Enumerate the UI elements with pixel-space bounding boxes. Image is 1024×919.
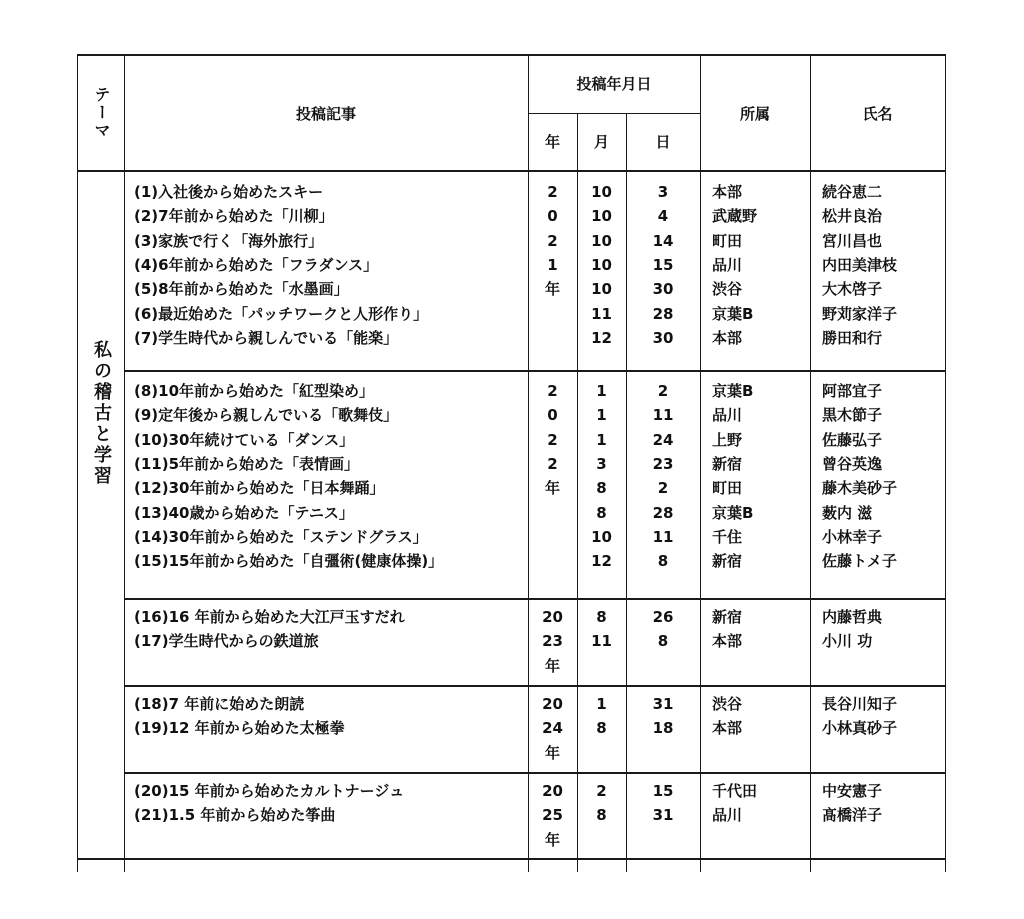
row-affiliation: 千住 <box>712 527 743 546</box>
row-name: 野苅家洋子 <box>822 304 898 323</box>
row-affiliation: 上野 <box>712 430 743 449</box>
row-month: 1 <box>596 406 607 425</box>
row-article: (4)6年前から始めた「フラダンス」 <box>134 255 379 274</box>
row-article: (13)40歳から始めた「テニス」 <box>134 503 354 522</box>
year-digit: 年 <box>544 743 560 762</box>
row-article: (5)8年前から始めた「水墨画」 <box>134 280 349 299</box>
header-affiliation: 所属 <box>739 105 770 123</box>
row-month: 12 <box>591 328 612 347</box>
row-article: (15)15年前から始めた「自彊術(健康体操)」 <box>134 552 444 571</box>
row-day: 18 <box>652 719 674 738</box>
row-day: 28 <box>652 503 674 522</box>
year-digit: 2 <box>547 231 558 250</box>
row-article: (14)30年前から始めた「ステンドグラス」 <box>134 527 428 546</box>
row-article: (3)家族で行く「海外旅行」 <box>134 231 324 250</box>
row-affiliation: 品川 <box>712 406 743 425</box>
row-day: 14 <box>652 231 674 250</box>
group3-bottom-border <box>124 685 946 687</box>
year-digit: 20 <box>542 608 563 626</box>
row-affiliation: 京葉B <box>712 382 754 400</box>
row-day: 28 <box>652 304 674 323</box>
row-month: 1 <box>596 695 607 713</box>
row-month: 10 <box>591 280 612 299</box>
year-digit: 24 <box>542 719 563 738</box>
row-name: 内田美津枝 <box>822 255 898 274</box>
row-month: 10 <box>591 231 612 250</box>
row-article: (2)7年前から始めた「川柳」 <box>134 207 334 226</box>
header-article: 投稿記事 <box>295 105 356 123</box>
row-name: 続谷恵二 <box>822 183 883 201</box>
row-name: 曾谷英逸 <box>822 454 883 473</box>
row-article: (21)1.5 年前から始めた筝曲 <box>134 806 336 825</box>
year-digit: 2 <box>547 382 558 400</box>
row-day: 8 <box>657 632 669 651</box>
row-article: (8)10年前から始めた「紅型染め」 <box>134 382 375 400</box>
row-affiliation: 町田 <box>712 231 743 250</box>
row-affiliation: 武蔵野 <box>712 207 758 226</box>
row-name: 小林幸子 <box>822 527 883 546</box>
row-name: 佐藤トメ子 <box>822 552 897 571</box>
row-month: 11 <box>591 304 612 323</box>
group5-bottom-border <box>77 858 946 860</box>
year-digit: 2 <box>547 430 558 449</box>
row-month: 10 <box>591 207 612 226</box>
row-day: 2 <box>657 479 669 498</box>
row-name: 藤木美砂子 <box>822 479 898 498</box>
table-right-border <box>945 54 946 872</box>
row-month: 10 <box>591 527 612 546</box>
row-name: 中安憲子 <box>822 782 883 800</box>
row-month: 11 <box>591 632 612 651</box>
row-month: 8 <box>596 806 607 825</box>
row-day: 24 <box>652 430 674 449</box>
year-digit: 2 <box>547 183 558 201</box>
row-affiliation: 本部 <box>712 183 743 201</box>
row-month: 1 <box>596 430 607 449</box>
row-month: 8 <box>596 719 607 738</box>
header-bottom-border <box>77 170 946 172</box>
year-digit: 0 <box>547 406 558 425</box>
row-month: 10 <box>591 255 612 274</box>
year-digit: 20 <box>542 782 563 800</box>
row-name: 佐藤弘子 <box>822 430 883 449</box>
row-article: (7)学生時代から親しんでいる「能楽」 <box>134 328 399 347</box>
row-day: 11 <box>652 406 674 425</box>
row-article: (1)入社後から始めたスキー <box>134 183 324 201</box>
row-name: 小林真砂子 <box>822 719 898 738</box>
subheader-line <box>528 113 700 114</box>
row-name: 薮内 滋 <box>822 503 873 522</box>
header-year: 年 <box>544 133 560 151</box>
row-month: 10 <box>591 183 612 201</box>
year-digit: 20 <box>542 695 563 713</box>
row-day: 30 <box>652 328 674 347</box>
row-day: 4 <box>657 207 669 226</box>
group4-bottom-border <box>124 772 946 774</box>
header-month: 月 <box>593 133 609 151</box>
row-month: 1 <box>596 382 607 400</box>
row-affiliation: 品川 <box>712 806 743 825</box>
row-name: 黒木節子 <box>822 406 883 425</box>
table-left-border <box>77 54 78 872</box>
header-day: 日 <box>655 133 671 151</box>
row-affiliation: 千代田 <box>712 782 758 800</box>
header-posted-date: 投稿年月日 <box>576 75 652 93</box>
row-name: 宮川昌也 <box>822 231 883 250</box>
row-name: 松井良治 <box>822 207 883 226</box>
row-affiliation: 新宿 <box>712 552 743 571</box>
group2-bottom-border <box>124 598 946 600</box>
year-digit: 1 <box>547 255 558 274</box>
header-name: 氏名 <box>862 105 893 123</box>
row-day: 3 <box>657 183 669 201</box>
row-affiliation: 渋谷 <box>712 695 743 713</box>
row-name: 阿部宜子 <box>822 382 883 400</box>
row-name: 長谷川知子 <box>822 695 898 713</box>
row-article: (12)30年前から始めた「日本舞踊」 <box>134 479 385 498</box>
row-affiliation: 京葉B <box>712 503 754 522</box>
row-day: 11 <box>652 527 674 546</box>
row-affiliation: 本部 <box>712 632 743 651</box>
row-day: 30 <box>652 280 674 299</box>
theme-label: 私の稽古と学習 <box>91 340 112 487</box>
year-digit: 2 <box>547 454 558 473</box>
row-article: (18)7 年前に始めた朗読 <box>134 695 305 713</box>
year-digit: 23 <box>542 632 563 651</box>
row-day: 26 <box>652 608 674 626</box>
row-affiliation: 町田 <box>712 479 743 498</box>
row-article: (10)30年続けている「ダンス」 <box>134 430 355 449</box>
row-month: 2 <box>596 782 607 800</box>
row-article: (6)最近始めた「パッチワークと人形作り」 <box>134 304 429 323</box>
affiliation-col-border <box>810 54 811 872</box>
year-digit: 25 <box>542 806 563 825</box>
row-month: 3 <box>596 454 607 473</box>
row-name: 髙橋洋子 <box>822 806 883 825</box>
row-affiliation: 渋谷 <box>712 280 743 299</box>
row-day: 15 <box>652 255 674 274</box>
row-article: (20)15 年前から始めたカルトナージュ <box>134 782 405 800</box>
row-article: (19)12 年前から始めた太極拳 <box>134 719 345 738</box>
year-digit: 0 <box>547 207 558 226</box>
row-name: 勝田和行 <box>822 328 883 347</box>
day-col-border <box>700 54 701 872</box>
year-digit: 年 <box>544 656 560 675</box>
row-day: 8 <box>657 552 669 571</box>
row-day: 31 <box>652 806 674 825</box>
year-digit: 年 <box>544 830 560 849</box>
row-article: (17)学生時代からの鉄道旅 <box>134 632 319 651</box>
row-day: 15 <box>652 782 674 800</box>
group1-bottom-border <box>124 370 946 372</box>
year-digit: 年 <box>544 479 560 498</box>
row-month: 12 <box>591 552 612 571</box>
row-affiliation: 新宿 <box>712 454 743 473</box>
row-affiliation: 本部 <box>712 328 743 347</box>
row-affiliation: 京葉B <box>712 304 754 323</box>
row-name: 大木啓子 <box>822 280 883 299</box>
theme-col-border <box>124 54 125 872</box>
row-article: (11)5年前から始めた「表情画」 <box>134 454 360 473</box>
row-affiliation: 新宿 <box>712 608 743 626</box>
row-affiliation: 品川 <box>712 255 743 274</box>
table-top-border <box>77 54 946 56</box>
row-day: 23 <box>652 454 674 473</box>
row-month: 8 <box>596 608 607 626</box>
row-affiliation: 本部 <box>712 719 743 738</box>
row-month: 8 <box>596 479 607 498</box>
year-digit: 年 <box>544 280 560 299</box>
header-theme: テーマ <box>92 86 111 140</box>
row-day: 2 <box>657 382 669 400</box>
row-name: 小川 功 <box>822 632 873 651</box>
row-name: 内藤哲典 <box>822 608 883 626</box>
row-article: (9)定年後から親しんでいる「歌舞伎」 <box>134 406 399 425</box>
row-month: 8 <box>596 503 607 522</box>
row-article: (16)16 年前から始めた大江戸玉すだれ <box>134 608 405 626</box>
row-day: 31 <box>652 695 674 713</box>
